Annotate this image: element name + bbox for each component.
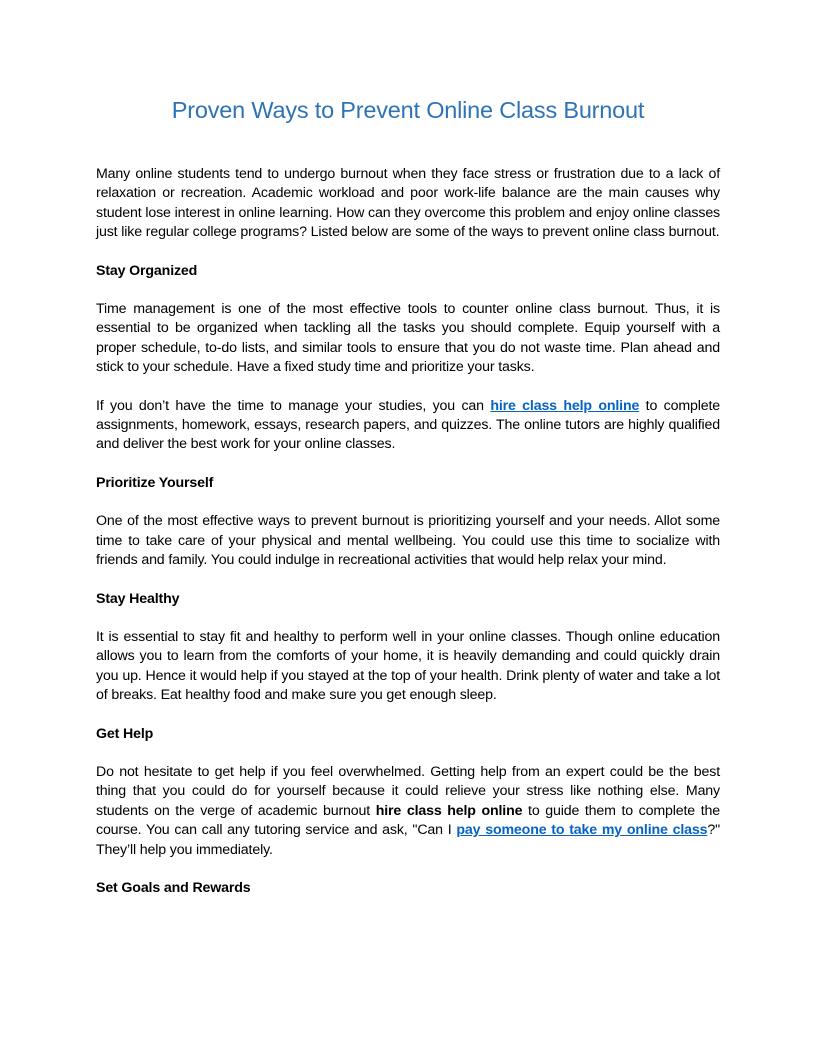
section-heading-set-goals: Set Goals and Rewards bbox=[96, 879, 251, 896]
hire-help-text-before: If you don’t have the time to manage your studies, you can bbox=[96, 397, 491, 414]
stay-healthy-paragraph: It is essential to stay fit and healthy to perform well in your online classes. Though online education allows you to learn from the comforts of your home, it is heavily demanding and could quickly drain you up. Hence it would help if you stayed at the top of your health. Drink plenty of water and take a lot of breaks. Eat healthy food and make sure you get enough sleep. bbox=[96, 628, 720, 704]
get-help-text-middle: to guide them to complete the course. You can call any tutoring service and ask, "Can I bbox=[96, 802, 720, 839]
hire-class-help-link[interactable]: hire class help online bbox=[490, 397, 640, 414]
get-help-text-after: ?" They’ll help you immediately. bbox=[96, 822, 720, 858]
intro-paragraph: Many online students tend to undergo burnout when they face stress or frustration due to a lack of relaxation or recreation. Academic workload and poor work-life balance are the main causes why student lose interest in online learning. How can they overcome this problem and enjoy online classes just like regular college programs? Listed below are some of the ways to prevent online class burnout. bbox=[96, 166, 720, 241]
page-title: Proven Ways to Prevent Online Class Burnout bbox=[171, 97, 645, 123]
section-heading-get-help: Get Help bbox=[96, 725, 154, 742]
get-help-paragraph bbox=[96, 763, 720, 860]
prioritize-yourself-paragraph: One of the most effective ways to prevent burnout is prioritizing yourself and your needs. Allot some time to take care of your physical and mental wellbeing. You could use this time to socialize with friends and family. You could indulge in recreational activities that would help relax your mind. bbox=[96, 513, 720, 569]
section-heading-prioritize-yourself: Prioritize Yourself bbox=[96, 474, 214, 491]
pay-someone-link[interactable]: pay someone to take my online class bbox=[456, 822, 708, 839]
hire-help-paragraph bbox=[96, 397, 720, 455]
get-help-text-before: Do not hesitate to get help if you feel overwhelmed. Getting help from an expert could be the best thing that you could do for yourself because it could relieve your stress like nothing else. Many students on the verge of academic burnout bbox=[96, 763, 720, 819]
section-heading-stay-healthy: Stay Healthy bbox=[96, 590, 180, 607]
stay-organized-paragraph: Time management is one of the most effective tools to counter online class burnout. Thus, it is essential to be organized when tackling all the tasks you should complete. Equip yourself with a proper schedule, to-do lists, and similar tools to ensure that you do not waste time. Plan ahead and stick to your schedule. Have a fixed study time and prioritize your tasks. bbox=[96, 301, 720, 376]
section-heading-stay-organized: Stay Organized bbox=[96, 262, 198, 279]
hire-help-text-after: to complete assignments, homework, essays, research papers, and quizzes. The online tutors are highly qualified and deliver the best work for your online classes. bbox=[96, 397, 721, 453]
get-help-bold-phrase: hire class help online bbox=[375, 802, 523, 819]
